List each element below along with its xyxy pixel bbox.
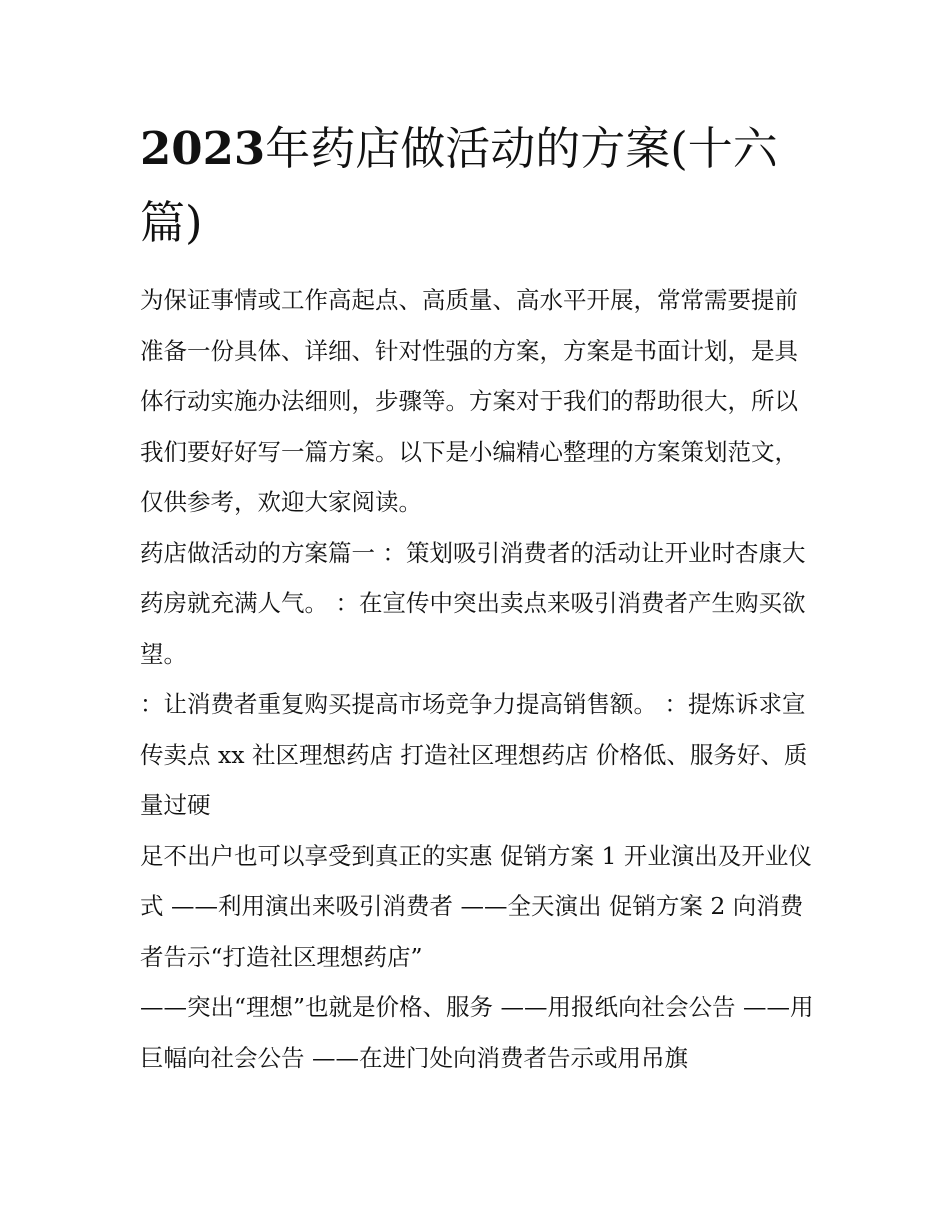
title-year: 2023 [140,122,266,175]
title-text: 年药店做活动的方案(十六篇) [140,122,778,249]
document-title [140,112,820,260]
paragraph-intro: 为保证事情或工作高起点、高质量、高水平开展，常常需要提前准备一份具体、详细、针对性强的方案，方案是书面计划，是具体行动实施办法细则，步骤等。方案对于我们的帮助很大，所以我们要好好写一篇方案。以下是小编精心整理的方案策划范文，仅供参考，欢迎大家阅读。 [140,286,798,516]
document-body [140,275,820,1083]
paragraph-announcements: ——突出“理想”也就是价格、服务 ——用报纸向社会公告 ——用巨幅向社会公告 ——在进门处向消费者告示或用吊旗 [140,993,814,1072]
paragraph-selling-points: ：让消费者重复购买提高市场竞争力提高销售额。 ：提炼诉求宣传卖点 xx 社区理想药店 打造社区理想药店 价格低、服务好、质量过硬 [140,690,808,819]
paragraph-promotions: 足不出户也可以享受到真正的实惠 促销方案 1 开业演出及开业仪式 ——利用演出来吸引消费者 ——全天演出 促销方案 2 向消费者告示“打造社区理想药店” [140,841,812,971]
paragraph-plan-one: 药店做活动的方案篇一 ：策划吸引消费者的活动让开业时杏康大药房就充满人气。 ：在宣传中突出卖点来吸引消费者产生购买欲望。 [140,538,806,668]
